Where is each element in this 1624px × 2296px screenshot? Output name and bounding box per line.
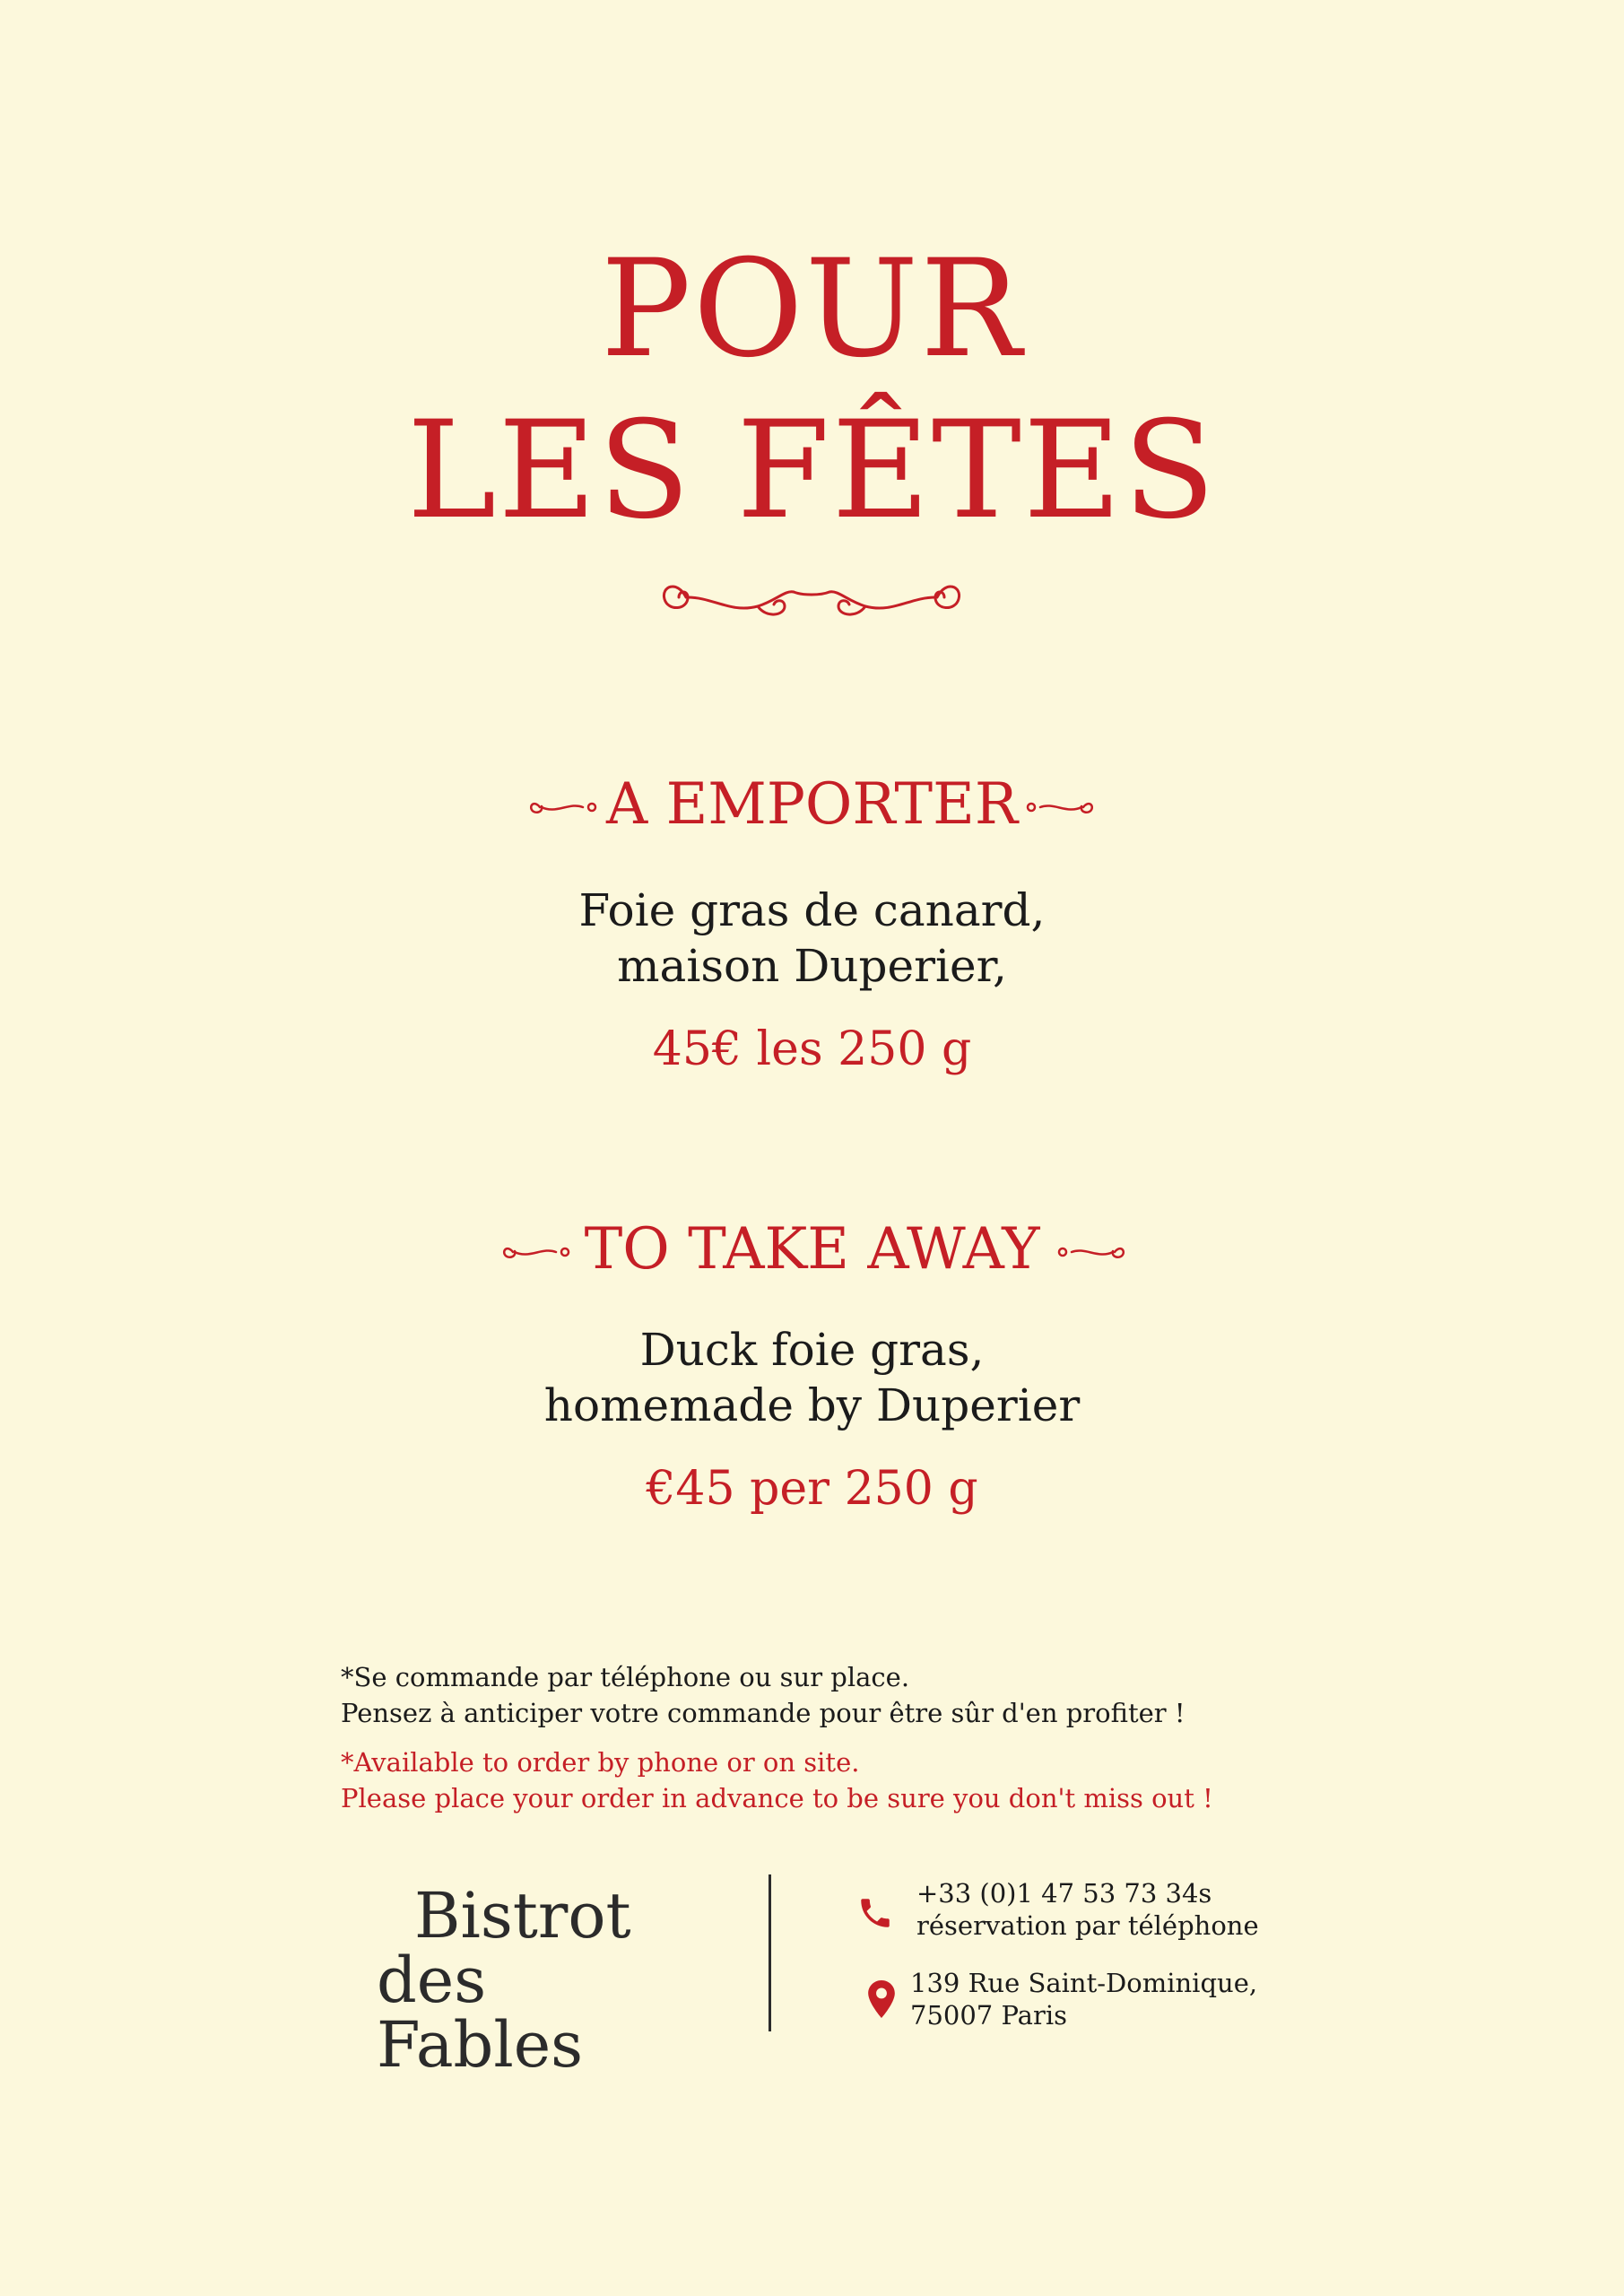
contact-phone-block — [916, 1877, 1259, 1942]
title-flourish-ornament — [659, 570, 964, 624]
section-heading-take-away: TO TAKE AWAY — [584, 1216, 1040, 1283]
phone-number[interactable]: +33 (0)1 47 53 73 34s — [916, 1878, 1212, 1909]
order-note-french — [341, 1659, 1327, 1731]
address-line[interactable]: 139 Rue Saint-Dominique, — [910, 1968, 1258, 1998]
item-description-line: Foie gras de canard, — [578, 884, 1046, 936]
note-line: *Available to order by phone or on site. — [341, 1747, 860, 1778]
phone-caption: réservation par téléphone — [916, 1910, 1259, 1941]
item-description-line: Duck foie gras, — [639, 1324, 985, 1376]
note-line: Pensez à anticiper votre commande pour être sûr d'en profiter ! — [341, 1698, 1185, 1728]
contact-address-block — [910, 1967, 1257, 2031]
note-line: *Se commande par téléphone ou sur place. — [341, 1662, 910, 1692]
page-title-line-2: LES FÊTES — [406, 393, 1218, 549]
order-note-english — [341, 1744, 1327, 1816]
phone-icon — [856, 1894, 894, 1932]
restaurant-logo — [377, 1879, 699, 2082]
item-description-line: maison Duperier, — [617, 940, 1007, 992]
item-price: €45 per 250 g — [646, 1462, 978, 1516]
note-line: Please place your order in advance to be sure you don't miss out ! — [341, 1783, 1213, 1813]
logo-line-2: des Fables — [377, 1944, 584, 2082]
section-heading-emporter: A EMPORTER — [606, 771, 1018, 838]
footer-divider — [769, 1874, 771, 2031]
item-description-line: homemade by Duperier — [543, 1379, 1081, 1431]
location-pin-icon — [868, 1980, 895, 2018]
section-flourish-right — [1054, 1241, 1125, 1263]
item-price: 45€ les 250 g — [652, 1022, 972, 1076]
address-line[interactable]: 75007 Paris — [910, 2000, 1067, 2031]
logo-line-1: Bistrot — [414, 1879, 631, 1952]
section-flourish-right — [1022, 796, 1094, 818]
page-title-line-1: POUR — [600, 231, 1024, 387]
